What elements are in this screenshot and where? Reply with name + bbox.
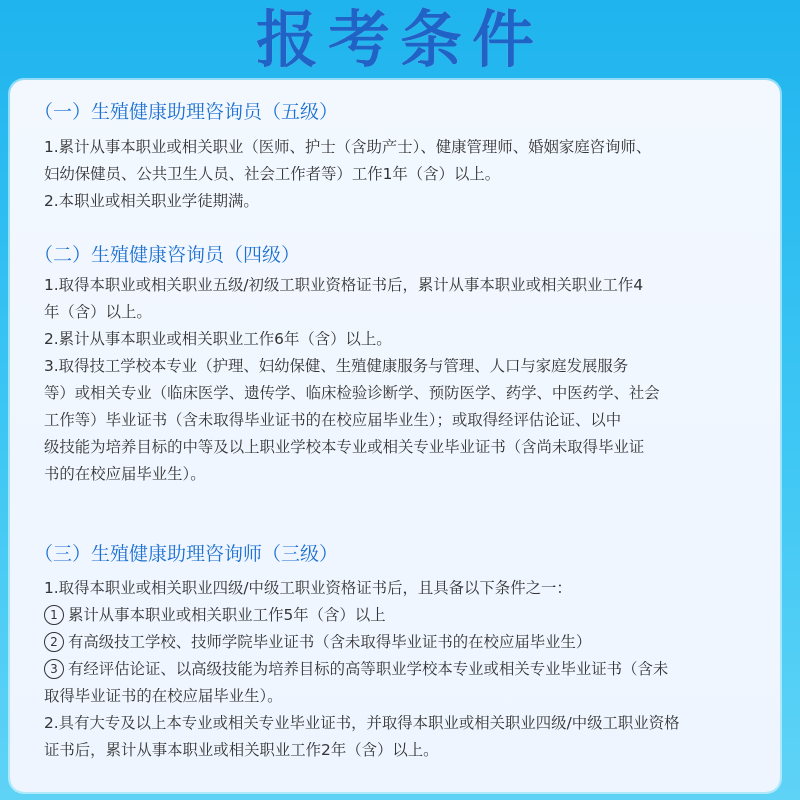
text-line <box>44 629 680 656</box>
section-1-heading: （一）生殖健康助理咨询员（五级） <box>34 101 339 123</box>
text-line: 2.具有大专及以上本专业或相关专业毕业证书，并取得本职业或相关职业四级/中级工职业资格 <box>44 714 680 732</box>
text-line: 2.本职业或相关职业学徒期满。 <box>44 192 259 210</box>
text-line: 工作等）毕业证书（含未取得毕业证书的在校应届毕业生）；或取得经评估论证、以中 <box>44 411 622 429</box>
text-line: 2.累计从事本职业或相关职业工作6年（含）以上。 <box>44 330 392 348</box>
section-1-body <box>44 134 651 215</box>
condition-3-text: 有经评估论证、以高级技能为培养目标的高等职业学校本专业或相关专业毕业证书（含未 <box>68 660 669 678</box>
section-3-body <box>44 575 680 764</box>
text-line: 证书后，累计从事本职业或相关职业工作2年（含）以上。 <box>44 741 439 759</box>
circled-number-3: 3 <box>44 659 64 679</box>
text-line: 级技能为培养目标的中等及以上职业学校本专业或相关专业毕业证书（含尚未取得毕业证 <box>44 438 645 456</box>
section-2-body <box>44 272 660 488</box>
text-line: 1.取得本职业或相关职业四级/中级工职业资格证书后，且具备以下条件之一： <box>44 579 572 597</box>
text-line: 1.取得本职业或相关职业五级/初级工职业资格证书后，累计从事本职业或相关职业工作4 <box>44 276 644 294</box>
circled-number-1: 1 <box>44 605 64 625</box>
text-line: 年（含）以上。 <box>44 303 152 321</box>
condition-1-text: 累计从事本职业或相关职业工作5年（含）以上 <box>68 606 386 624</box>
text-line: 书的在校应届毕业生）。 <box>44 465 206 483</box>
text-line: 取得毕业证书的在校应届毕业生）。 <box>44 687 283 705</box>
circled-number-2: 2 <box>44 632 64 652</box>
text-line <box>44 656 680 683</box>
content-card <box>10 80 780 792</box>
section-3-heading: （三）生殖健康助理咨询师（三级） <box>34 543 339 565</box>
text-line: 1.累计从事本职业或相关职业（医师、护士（含助产士）、健康管理师、婚姻家庭咨询师、 <box>44 138 652 156</box>
page-title: 报考条件 <box>255 3 544 76</box>
text-line: 3.取得技工学校本专业（护理、妇幼保健、生殖健康服务与管理、人口与家庭发展服务 <box>44 357 629 375</box>
text-line: 等）或相关专业（临床医学、遗传学、临床检验诊断学、预防医学、药学、中医药学、社会 <box>44 384 660 402</box>
condition-2-text: 有高级技工学校、技师学院毕业证书（含未取得毕业证书的在校应届毕业生） <box>68 633 592 651</box>
text-line <box>44 602 680 629</box>
text-line: 妇幼保健员、公共卫生人员、社会工作者等）工作1年（含）以上。 <box>44 165 501 183</box>
section-2-heading: （二）生殖健康咨询员（四级） <box>34 244 301 266</box>
